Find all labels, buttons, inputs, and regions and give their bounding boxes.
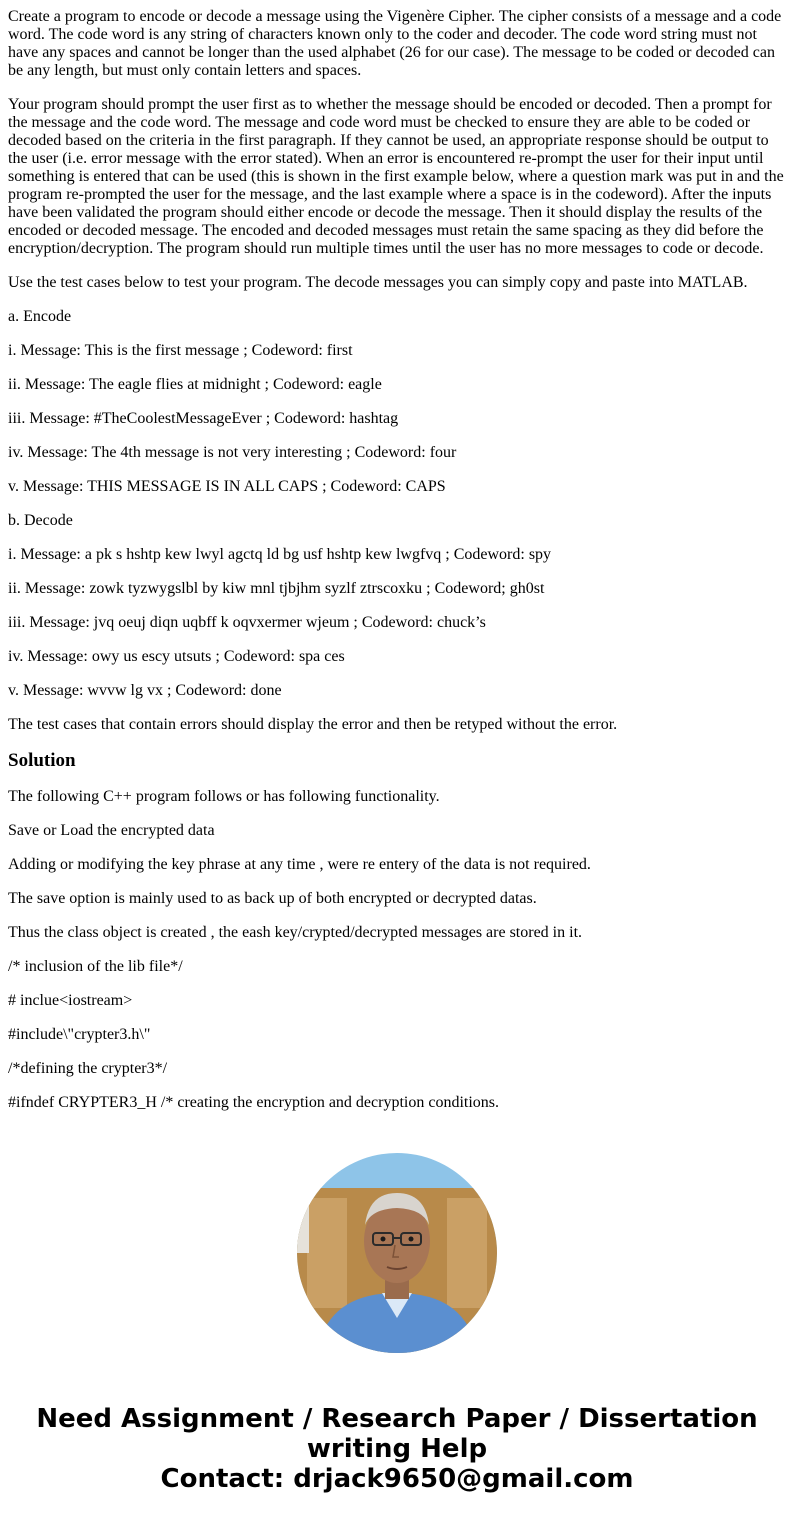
question-paragraph: Create a program to encode or decode a message using the Vigenère Cipher. The cipher consists of a message and a code word. The code word is any string of characters known only to the coder and decoder. The code word string must not have any spaces and cannot be longer than the used alphabet (26 for our case). The message to be coded or decoded can be any length, but must only contain letters and spaces.: [8, 8, 782, 79]
solution-line: Save or Load the encrypted data: [8, 822, 215, 839]
footer-banner: [0, 1404, 794, 1494]
solution-line: The following C++ program follows or has following functionality.: [8, 788, 440, 805]
closing-note: The test cases that contain errors should display the error and then be retyped without the error.: [8, 716, 618, 733]
decode-case: v. Message: wvvw lg vx ; Codeword: done: [8, 682, 282, 699]
code-line: # inclue<iostream>: [8, 992, 133, 1009]
code-line: /*defining the crypter3*/: [8, 1060, 168, 1077]
encode-case: i. Message: This is the first message ; Codeword: first: [8, 342, 353, 359]
solution-line: The save option is mainly used to as back up of both encrypted or decrypted datas.: [8, 890, 537, 907]
decode-case: iv. Message: owy us escy utsuts ; Codeword: spa ces: [8, 648, 345, 665]
decode-case: ii. Message: zowk tyzwygslbl by kiw mnl tjbjhm syzlf ztrscoxku ; Codeword; gh0st: [8, 580, 545, 597]
solution-line: Thus the class object is created , the eash key/crypted/decrypted messages are stored in it.: [8, 924, 583, 941]
encode-case: iv. Message: The 4th message is not very interesting ; Codeword: four: [8, 444, 457, 461]
decode-heading: b. Decode: [8, 512, 73, 529]
solution-heading: Solution: [8, 750, 76, 771]
footer-line: writing Help: [306, 1434, 488, 1464]
decode-case: i. Message: a pk s hshtp kew lwyl agctq ld bg usf hshtp kew lwgfvq ; Codeword: spy: [8, 546, 552, 563]
encode-case: ii. Message: The eagle flies at midnight ; Codeword: eagle: [8, 376, 382, 393]
encode-heading: a. Encode: [8, 308, 72, 325]
encode-case: iii. Message: #TheCoolestMessageEver ; Codeword: hashtag: [8, 410, 399, 427]
question-paragraph: Your program should prompt the user first as to whether the message should be encoded or decoded. Then a prompt for the message and the code word. The message and code word must be checked to ensure they are able to be coded or decoded based on the criteria in the first paragraph. If they cannot be used, an appropriate response should be output to the user (i.e. error message with the error stated). When an error is encountered re-prompt the user for their input until something is entered that can be used (this is shown in the first example below, where a question mark was put in and the program re-prompted the user for the message, and the last example where a space is in the codeword). After the inputs have been validated the program should either encode or decode the message. Then it should display the results of the encoded or decoded message. The encoded and decoded messages must retain the same spacing as they did before the encryption/decryption. The program should run multiple times until the user has no more messages to code or decode.: [8, 96, 784, 257]
author-avatar: [297, 1153, 497, 1353]
decode-case: iii. Message: jvq oeuj diqn uqbff k oqvxermer wjeum ; Codeword: chuck’s: [8, 614, 486, 631]
solution-line: Adding or modifying the key phrase at any time , were re entery of the data is not required.: [8, 856, 591, 873]
footer-line: Need Assignment / Research Paper / Dissertation: [36, 1404, 758, 1434]
encode-case: v. Message: THIS MESSAGE IS IN ALL CAPS ; Codeword: CAPS: [8, 478, 446, 495]
question-paragraph: Use the test cases below to test your program. The decode messages you can simply copy and paste into MATLAB.: [8, 274, 748, 291]
code-line: #ifndef CRYPTER3_H /* creating the encryption and decryption conditions.: [8, 1094, 500, 1111]
article: [8, 8, 786, 1128]
author-photo-icon: [297, 1153, 497, 1353]
code-line: /* inclusion of the lib file*/: [8, 958, 183, 975]
code-line: #include\"crypter3.h\": [8, 1026, 151, 1043]
footer-contact: Contact: drjack9650@gmail.com: [160, 1464, 634, 1494]
